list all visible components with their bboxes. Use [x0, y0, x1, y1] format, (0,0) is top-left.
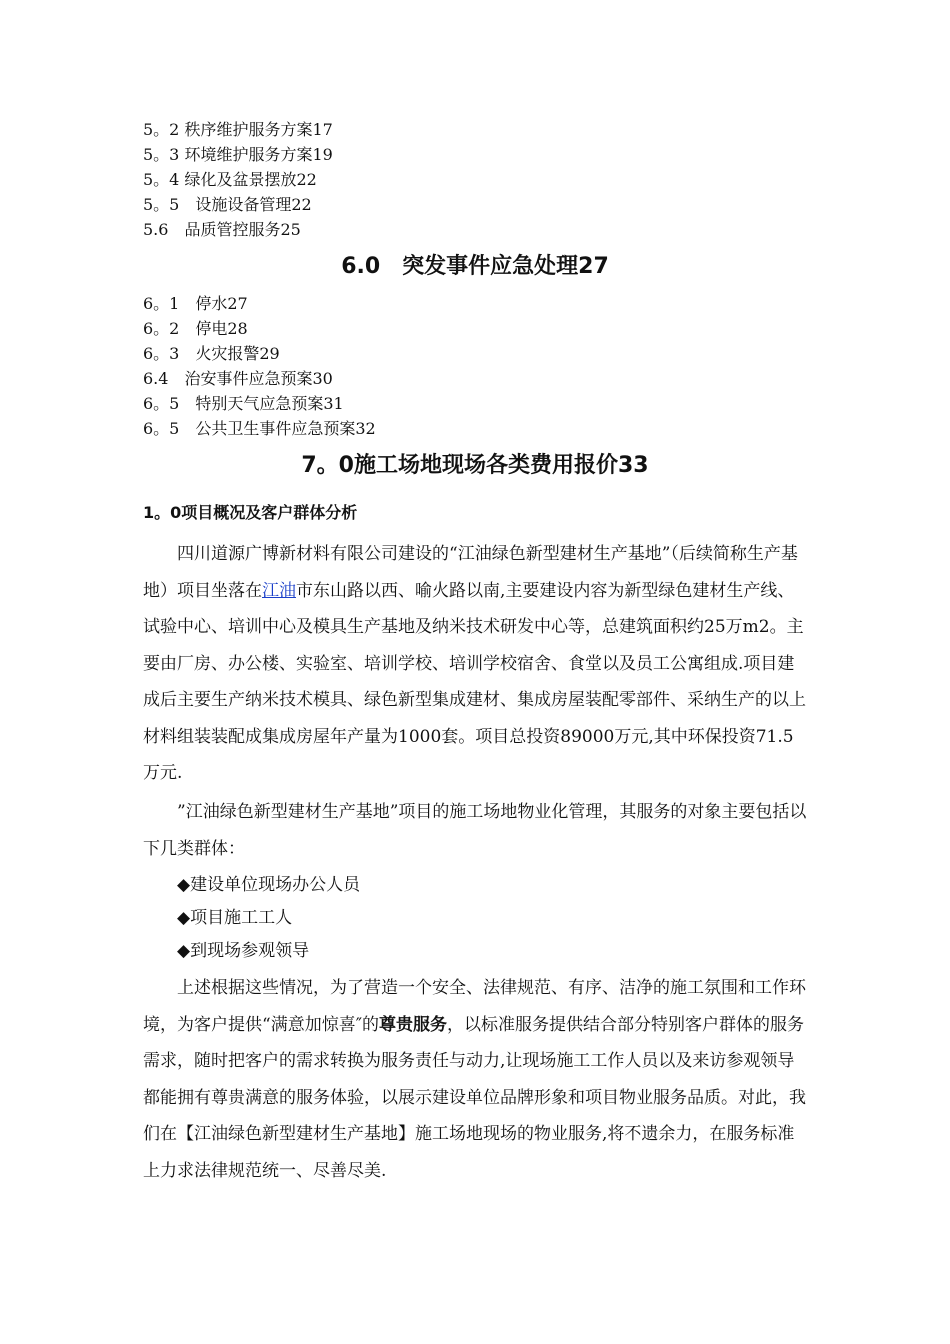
emphasis-text: 尊贵服务: [379, 1014, 448, 1035]
paragraph-text: 上述根据这些情况，为了营造一个安全、法律规范、有序、洁净的施工氛围和工作环境，为客户提供“满意加惊喜″的: [143, 978, 806, 1035]
toc-heading-6[interactable]: 6.0 突发事件应急处理27: [341, 254, 609, 279]
toc-entry[interactable]: 5。3 环境维护服务方案19: [143, 145, 333, 164]
section-title: 1。0项目概况及客户群体分析: [143, 503, 358, 522]
toc-entry[interactable]: 5.6 品质管控服务25: [143, 220, 301, 239]
bullet-item: ◆建设单位现场办公人员: [177, 875, 361, 895]
bullet-item: ◆到现场参观领导: [177, 941, 310, 961]
toc-entry[interactable]: 6.4 治安事件应急预案30: [143, 369, 333, 388]
jiangyou-link[interactable]: 江油: [262, 580, 296, 601]
paragraph-service-goal: [143, 970, 807, 1189]
toc-entry[interactable]: 5。4 绿化及盆景摆放22: [143, 170, 317, 189]
toc-entry[interactable]: 6。2 停电28: [143, 319, 248, 338]
paragraph-text: 四川道源广博新材料有限公司建设的“江油绿色新型建材生产基地”（后续简称生产基地）项目坐落在: [143, 544, 798, 601]
toc-entry[interactable]: 6。5 公共卫生事件应急预案32: [143, 419, 376, 438]
paragraph-text: ，以标准服务提供结合部分特别客户群体的服务需求，随时把客户的需求转换为服务责任与动力,让现场施工工作人员以及来访参观领导都能拥有尊贵满意的服务体验，以展示建设单位品牌形象和项目物业服务品质。对此，我们在【江油绿色新型建材生产基地】施工场地现场的物业服务,将不遗余力，在服务标准上力求法律规范统一、尽善尽美.: [143, 1014, 806, 1181]
toc-heading-7[interactable]: 7。0施工场地现场各类费用报价33: [301, 453, 649, 478]
toc-entry[interactable]: 6。5 特别天气应急预案31: [143, 394, 344, 413]
toc-section-6: [143, 291, 823, 441]
toc-entry[interactable]: 6。1 停水27: [143, 294, 248, 313]
toc-section-5: [143, 117, 823, 242]
bullet-item: ◆项目施工工人: [177, 908, 293, 928]
paragraph-client-groups: ”江油绿色新型建材生产基地”项目的施工场地物业化管理，其服务的对象主要包括以下几类群体：: [143, 802, 807, 859]
paragraph-overview: [143, 536, 807, 792]
paragraph-text: 市东山路以西、喻火路以南,主要建设内容为新型绿色建材生产线、试验中心、培训中心及模具生产基地及纳米技术研发中心等，总建筑面积约25万m2。主要由厂房、办公楼、实验室、培训学校、培训学校宿舍、食堂以及员工公寓组成.项目建成后主要生产纳米技术模具、绿色新型集成建材、集成房屋装配零部件、采纳生产的以上材料组装装配成集成房屋年产量为1000套。项目总投资89000万元,其中环保投资71.5万元.: [143, 580, 806, 783]
toc-entry[interactable]: 5。5 设施设备管理22: [143, 195, 312, 214]
toc-entry[interactable]: 5。2 秩序维护服务方案17: [143, 120, 333, 139]
toc-entry[interactable]: 6。3 火灾报警29: [143, 344, 280, 363]
